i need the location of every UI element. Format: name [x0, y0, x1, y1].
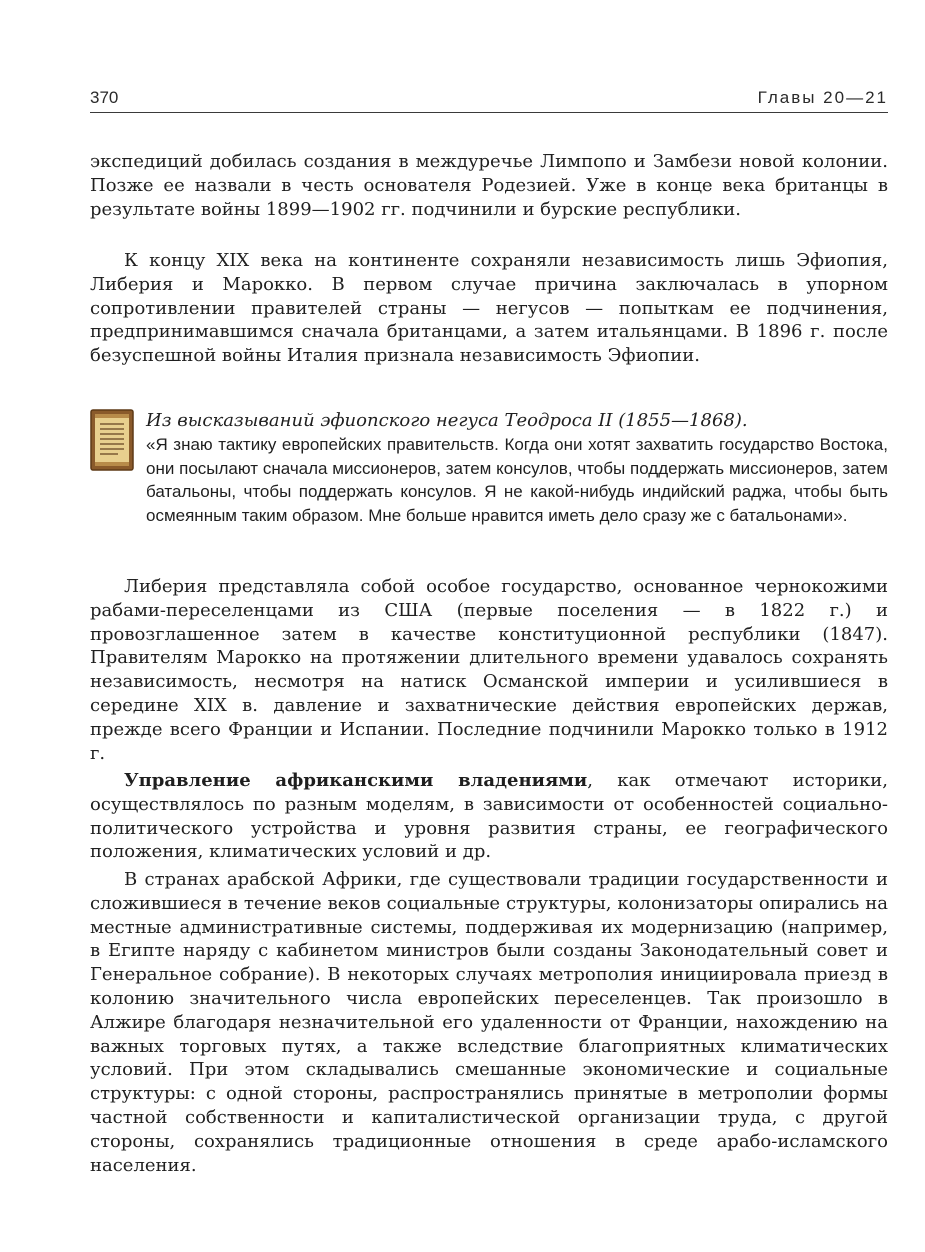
paragraph-arab-africa: В странах арабской Африки, где существовали традиции государственности и сложившиеся в течение веков социальные структуры, колонизаторы опирались на местные административные системы, поддерживая их модернизацию (например, в Египте наряду с кабинетом министров были созданы Законодательный совет и Генеральное собрание). В некоторых случаях метрополия инициировала приезд в колонию значительного числа европейских переселенцев. Так произошло в Алжире благодаря незначительной его удаленности от Франции, нахождению на важных торговых путях, а также вследствие благоприятных климатических условий. При этом складывались смешанные экономические и социальные структуры: с одной стороны, распространялись принятые в метрополии формы частной собственности и капиталистической организации труда, с другой стороны, сохранялись традиционные отношения в среде арабо-исламского населения. — [90, 869, 888, 1176]
governance-text: , как отмечают историки, осуществлялось по разным моделям, в зависимости от особенностей социально-политического устройства и уровня развития страны, ее географического положения, климатических условий и др. — [90, 770, 888, 863]
page-header — [90, 86, 888, 113]
paragraph-independence: К концу XIX века на континенте сохраняли независимость лишь Эфиопия, Либерия и Марокко. В первом случае причина заключалась в упорном сопротивлении правителей страны — негусов — попыткам ее подчинения, предпринимавшимся сначала британцами, а затем итальянцами. В 1896 г. после безуспешной войны Италия признала независимость Эфиопии. — [90, 250, 888, 367]
running-head: Главы 20—21 — [757, 88, 888, 107]
paragraph-governance — [90, 769, 888, 864]
paragraph-rhodesia: экспедиций добилась создания в междуречье Лимпопо и Замбези новой колонии. Позже ее назвали в честь основателя Родезией. Уже в конце века британцы в результате войны 1899—1902 гг. подчинили и бурские республики. — [90, 151, 888, 220]
document-scroll-icon — [90, 409, 134, 471]
quote-text: «Я знаю тактику европейских правительств. Когда они хотят захватить государство Востока, они посылают сначала миссионеров, затем консулов, чтобы поддержать миссионеров, затем батальоны, чтобы поддержать консулов. Я не какой-нибудь индийский раджа, чтобы быть осмеянным таким образом. Мне больше нравится иметь дело сразу же с батальонами». — [146, 435, 888, 525]
quote-source: Из высказываний эфиопского негуса Теодроса II (1855—1868). — [146, 410, 748, 431]
quote-block — [90, 409, 888, 559]
governance-heading: Управление африканскими владениями — [124, 770, 588, 791]
paragraph-liberia-morocco: Либерия представляла собой особое государство, основанное чернокожими рабами-переселенцами из США (первые поселения — в 1822 г.) и провозглашенное затем в качестве конституционной республики (1847). Правителям Марокко на протяжении длительного времени удавалось сохранять независимость, несмотря на натиск Османской империи и усилившиеся в середине XIX в. давление и захватнические действия европейских держав, прежде всего Франции и Испании. Последние подчинили Марокко только в 1912 г. — [90, 576, 888, 764]
page-number: 370 — [90, 88, 119, 107]
